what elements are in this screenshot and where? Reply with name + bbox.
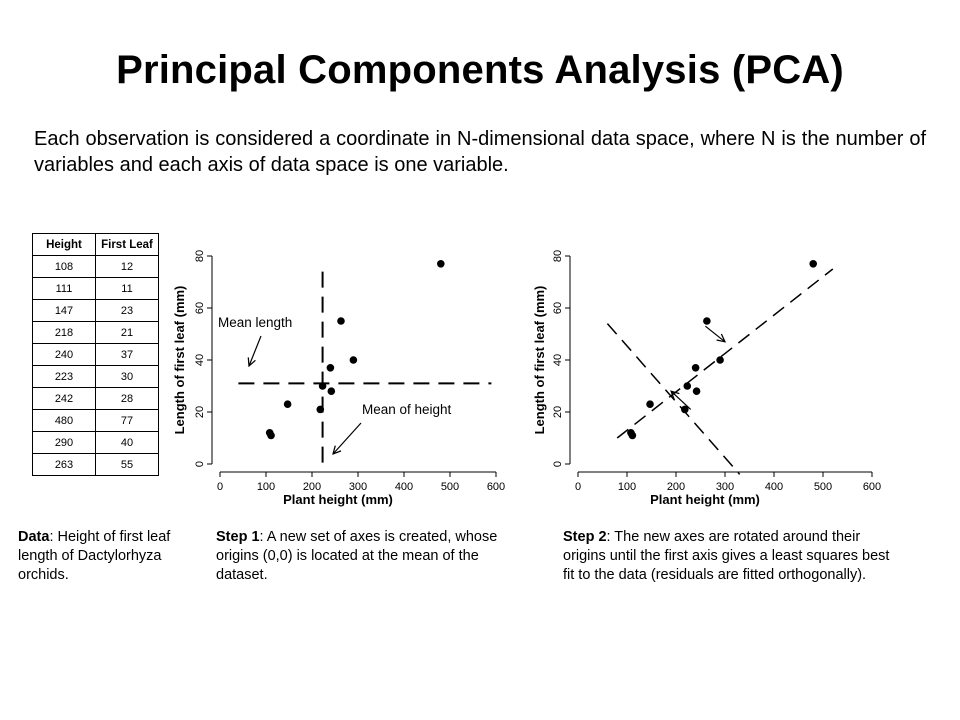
data-caption-text: : Height of first leaf length of Dactylorhyza orchids. (18, 529, 171, 583)
table-row (33, 366, 159, 388)
x-tick-label: 500 (440, 481, 460, 493)
cell-leaf: 40 (96, 432, 159, 454)
data-point (693, 387, 701, 395)
cell-height: 223 (33, 366, 96, 388)
rotation-arrow (705, 326, 725, 342)
cell-height: 480 (33, 410, 96, 432)
y-tick-label: 80 (552, 249, 564, 263)
x-tick-label: 400 (394, 481, 414, 493)
data-point (267, 432, 275, 440)
data-point (328, 387, 336, 395)
data-caption-label: Data (18, 529, 50, 545)
y-tick-label: 20 (552, 405, 564, 419)
x-tick-label: 300 (348, 481, 368, 493)
x-tick-label: 200 (302, 481, 322, 493)
x-tick-label: 600 (862, 481, 882, 493)
y-tick-label: 60 (194, 301, 206, 315)
cell-height: 111 (33, 278, 96, 300)
table-row (33, 432, 159, 454)
y-tick-label: 40 (552, 353, 564, 367)
table-row (33, 278, 159, 300)
cell-leaf: 12 (96, 256, 159, 278)
table-row (33, 322, 159, 344)
x-tick-label: 0 (574, 481, 582, 493)
step1-caption-text: : A new set of axes is created, whose origins (0,0) is located at the mean of the dataset. (216, 529, 498, 583)
pc1-axis-line (617, 269, 833, 438)
x-tick-label: 0 (216, 481, 224, 493)
cell-height: 108 (33, 256, 96, 278)
table-row (33, 256, 159, 278)
data-point (327, 364, 335, 372)
mean-height-label: Mean of height (362, 402, 452, 417)
x-axis-label: Plant height (mm) (283, 492, 393, 507)
step1-scatter-plot (170, 228, 510, 508)
cell-leaf: 23 (96, 300, 159, 322)
x-tick-label: 100 (256, 481, 276, 493)
step2-caption-label: Step 2 (563, 529, 607, 545)
step2-scatter-plot (530, 228, 890, 508)
cell-leaf: 37 (96, 344, 159, 366)
data-point (716, 356, 724, 364)
x-tick-label: 100 (617, 481, 637, 493)
step1-caption (216, 528, 532, 585)
y-tick-label: 20 (194, 405, 206, 419)
data-point (703, 317, 711, 325)
pc2-axis-line (607, 324, 739, 475)
data-table (32, 233, 159, 476)
y-tick-label: 40 (194, 353, 206, 367)
table-row (33, 388, 159, 410)
data-point (337, 317, 345, 325)
cell-height: 290 (33, 432, 96, 454)
page-title: Principal Components Analysis (PCA) (116, 48, 844, 92)
cell-height: 263 (33, 454, 96, 476)
x-tick-label: 200 (666, 481, 686, 493)
step2-caption (563, 528, 903, 585)
data-point (809, 260, 817, 268)
data-point (629, 432, 637, 440)
y-axis-label: Length of first leaf (mm) (172, 285, 187, 435)
x-axis-label: Plant height (mm) (650, 492, 760, 507)
header-height: Height (33, 234, 96, 256)
x-tick-label: 600 (486, 481, 506, 493)
cell-leaf: 55 (96, 454, 159, 476)
mean-length-arrow (249, 336, 261, 366)
table-row (33, 344, 159, 366)
table-row (33, 300, 159, 322)
cell-height: 147 (33, 300, 96, 322)
data-point (350, 356, 358, 364)
data-point (437, 260, 445, 268)
y-tick-label: 0 (194, 460, 206, 468)
cell-height: 218 (33, 322, 96, 344)
cell-leaf: 21 (96, 322, 159, 344)
data-point (646, 400, 654, 408)
cell-leaf: 77 (96, 410, 159, 432)
step2-caption-text: : The new axes are rotated around their origins until the first axis gives a least squares best fit to the data (residuals are fitted orthogonally). (563, 529, 890, 583)
cell-leaf: 28 (96, 388, 159, 410)
data-caption (18, 528, 208, 585)
table-row (33, 454, 159, 476)
cell-leaf: 11 (96, 278, 159, 300)
table-row (33, 410, 159, 432)
mean-height-arrow (333, 423, 361, 454)
y-tick-label: 80 (194, 249, 206, 263)
step1-caption-label: Step 1 (216, 529, 260, 545)
y-tick-label: 60 (552, 301, 564, 315)
x-tick-label: 500 (813, 481, 833, 493)
y-tick-label: 0 (552, 460, 564, 468)
y-axis-label: Length of first leaf (mm) (532, 285, 547, 435)
x-tick-label: 400 (764, 481, 784, 493)
cell-height: 242 (33, 388, 96, 410)
table-header-row (33, 234, 159, 256)
header-first-leaf: First Leaf (96, 234, 159, 256)
data-point (692, 364, 700, 372)
x-tick-label: 300 (715, 481, 735, 493)
cell-leaf: 30 (96, 366, 159, 388)
cell-height: 240 (33, 344, 96, 366)
data-point (284, 400, 292, 408)
mean-length-label: Mean length (218, 315, 293, 330)
intro-text: Each observation is considered a coordinate in N-dimensional data space, where N is the number of variables and each axis of data space is one variable. (34, 128, 926, 176)
